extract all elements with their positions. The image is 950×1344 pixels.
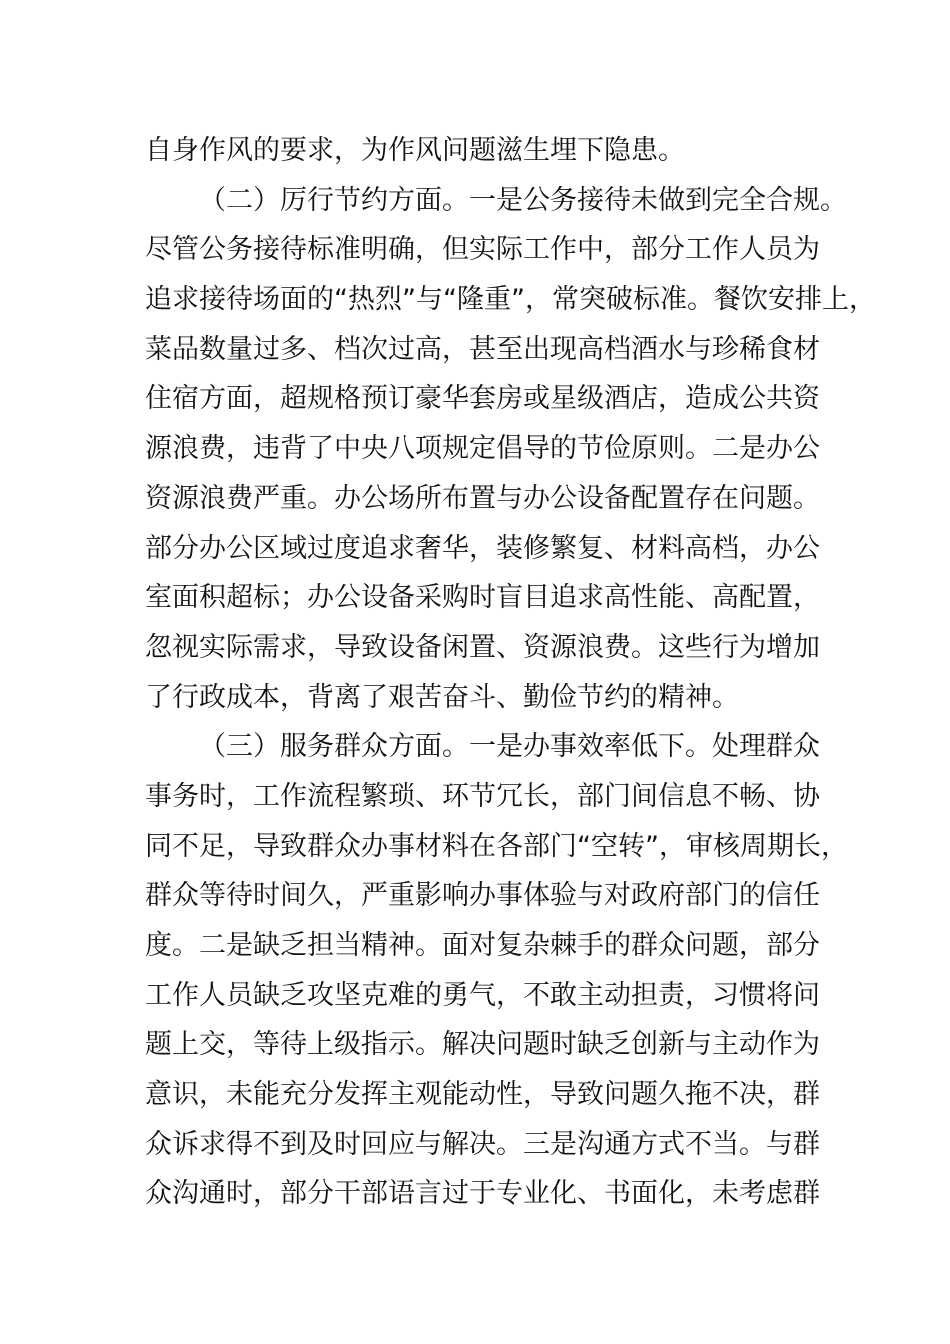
text-line: 忽视实际需求，导致设备闲置、资源浪费。这些行为增加 bbox=[145, 631, 820, 663]
text-line: 同不足，导致群众办事材料在各部门“空转”，审核周期长， bbox=[145, 830, 848, 862]
document-body bbox=[145, 126, 876, 1219]
text-line: 住宿方面，超规格预订豪华套房或星级酒店，造成公共资 bbox=[145, 383, 820, 415]
text-line: 室面积超标；办公设备采购时盲目追求高性能、高配置， bbox=[145, 582, 820, 614]
section-heading-line: （二）厉行节约方面。一是公务接待未做到完全合规。 bbox=[199, 184, 847, 216]
text-line: 部分办公区域过度追求奢华，装修繁复、材料高档，办公 bbox=[145, 532, 820, 564]
text-line: 尽管公务接待标准明确，但实际工作中，部分工作人员为 bbox=[145, 234, 820, 266]
text-line: 度。二是缺乏担当精神。面对复杂棘手的群众问题，部分 bbox=[145, 930, 820, 961]
text-line: 工作人员缺乏攻坚克难的勇气，不敢主动担责，习惯将问 bbox=[145, 979, 820, 1011]
text-line: 自身作风的要求，为作风问题滋生埋下隐患。 bbox=[145, 135, 685, 166]
text-line: 题上交，等待上级指示。解决问题时缺乏创新与主动作为 bbox=[145, 1029, 820, 1061]
text-line: 追求接待场面的“热烈”与“隆重”，常突破标准。餐饮安排上， bbox=[145, 284, 876, 316]
text-line: 菜品数量过多、档次过高，甚至出现高档酒水与珍稀食材 bbox=[145, 333, 820, 365]
text-line: 意识，未能充分发挥主观能动性，导致问题久拖不决，群 bbox=[145, 1079, 820, 1111]
text-line: 事务时，工作流程繁琐、环节冗长，部门间信息不畅、协 bbox=[145, 780, 820, 812]
section-heading-line: （三）服务群众方面。一是办事效率低下。处理群众 bbox=[199, 731, 820, 763]
text-line: 众沟通时，部分干部语言过于专业化、书面化，未考虑群 bbox=[145, 1178, 820, 1210]
text-line: 源浪费，违背了中央八项规定倡导的节俭原则。二是办公 bbox=[145, 433, 820, 465]
text-line: 众诉求得不到及时回应与解决。三是沟通方式不当。与群 bbox=[145, 1128, 820, 1160]
text-line: 了行政成本，背离了艰苦奋斗、勤俭节约的精神。 bbox=[145, 681, 739, 713]
text-line: 资源浪费严重。办公场所布置与办公设备配置存在问题。 bbox=[145, 482, 820, 514]
text-line: 群众等待时间久，严重影响办事体验与对政府部门的信任 bbox=[145, 880, 820, 912]
